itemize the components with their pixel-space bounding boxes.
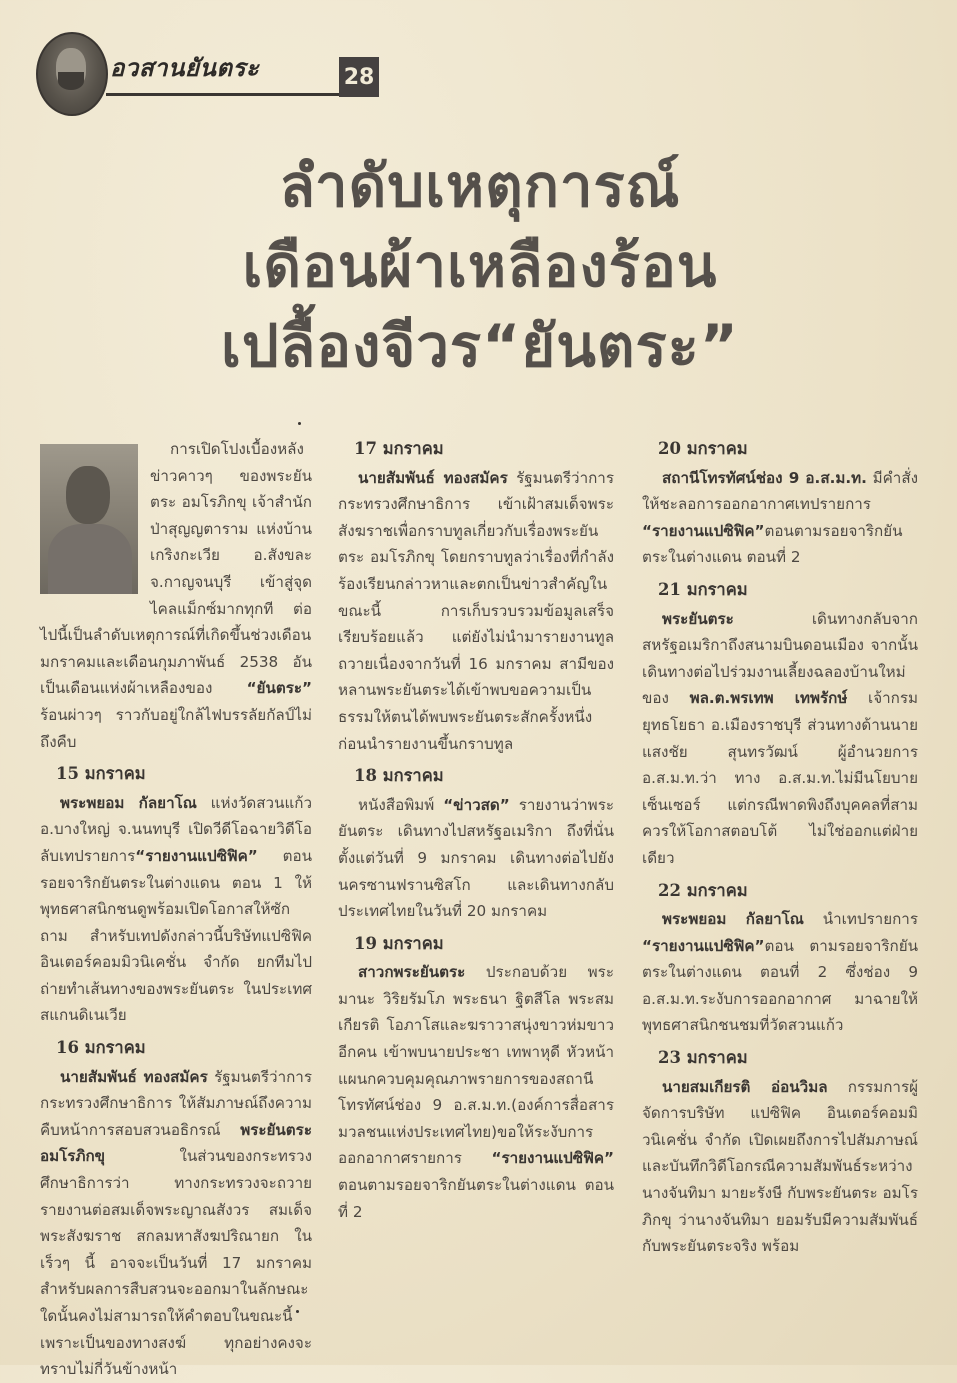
- section-title: อวสานยันตระ: [110, 54, 260, 82]
- headline-line-3: เปลื้องจีวร“ยันตระ”: [221, 312, 739, 380]
- entry-date: 17 มกราคม: [354, 439, 444, 458]
- ornament-dot: [298, 422, 301, 425]
- entry-text: พระยันตระ เดินทางกลับจากสหรัฐอเมริกาถึงสนามบินดอนเมือง จากนั้นเดินทางต่อไปร่วมงานเลี้ยงฉลองบ้านใหม่ของ พล.ต.พรเทพ เทพรักษ์ เจ้ากรมยุทธโยธา อ.เมืองราชบุรี ส่วนทางด้านนายแสงชัย สุนทรวัฒน์ ผู้อำนวยการ อ.ส.ม.ท.ว่า ทาง อ.ส.ม.ท.ไม่มีนโยบายเซ็นเซอร์ แต่กรณีพาดพิงถึงบุคคลที่สามควรให้โอกาสตอบโต้ ไม่ใช่ออกแต่ฝ่ายเดียว: [642, 609, 919, 867]
- page-number: 28: [339, 57, 379, 97]
- entry-date: 19 มกราคม: [354, 933, 444, 953]
- entry-date: 18 มกราคม: [354, 766, 444, 786]
- entry-text: นายสัมพันธ์ ทองสมัคร รัฐมนตรีว่าการกระทรวงศึกษาธิการ เข้าเฝ้าสมเด็จพระสังฆราชเพื่อกราบทูลเกี่ยวกับเรื่องพระยันตระ อมโรภิกขุ โดยกราบทูลว่าเรื่องที่กำลังร้องเรียนกล่าวหาและตกเป็นข่าวสำคัญในขณะนี้ การเก็บรวบรวมข้อมูลเสร็จเรียบร้อยแล้ว แต่ยังไม่นำมารายงานทูลถวายเนื่องจากวันที่ 16 มกราคม สามีของหลานพระยันตระได้เข้าพบขอความเป็นธรรมให้ตนได้พบพระยันตระสักครั้งหนึ่งก่อนนำรายงานขึ้นกราบทูล: [338, 468, 614, 753]
- entry-date: 20 มกราคม: [658, 439, 748, 458]
- entry-text: นายสัมพันธ์ ทองสมัคร รัฐมนตรีว่าการกระทรวงศึกษาธิการ ให้สัมภาษณ์ถึงความคืบหน้าการสอบสวนอธิกรณ์ พระยันตระ อมโรภิกขุ ในส่วนของกระทรวงศึกษาธิการว่า ทางกระทรวงจะถวายรายงานต่อสมเด็จพระญาณสังวร สมเด็จพระสังฆราช สกลมหาสังฆปริณายก ในเร็วๆ นี้ อาจจะเป็นวันที่ 17 มกราคม สำหรับผลการสืบสวนจะออกมาในลักษณะใดนั้นคงไม่สามารถให้คำตอบในขณะนี้เพราะเป็นของทางสงฆ์ ทุกอย่างคงจะทราบไม่กี่วันข้างหน้า: [40, 1067, 312, 1379]
- ornament-dot: [296, 1310, 299, 1313]
- entry-text: พระพยอม กัลยาโณ นำเทปรายการ “รายงานแปซิฟิค”ตอน ตามรอยจาริกยันตระในต่างแดน ตอนที่ 2 ซึ่งช่อง 9 อ.ส.ม.ท.ระงับการออกอากาศ มาฉายให้พุทธศาสนิกชนชมที่วัดสวนแก้ว: [642, 910, 918, 1035]
- entry-date: 22 มกราคม: [658, 880, 748, 900]
- headline: [200, 146, 760, 386]
- article-column-1: [40, 436, 312, 1383]
- monk-photo: [40, 444, 138, 594]
- entry-text: สถานีโทรทัศน์ช่อง 9 อ.ส.ม.ท. มีคำสั่งให้ชะลอการออกอากาศเทปรายการ “รายงานแปซิฟิค”ตอนตามรอยจาริกยันตระในต่างแดน ตอนที่ 2: [642, 468, 919, 567]
- page-header: [36, 30, 375, 120]
- article-column-2: [338, 436, 614, 1225]
- intro-paragraph: การเปิดโปงเบื้องหลังข่าวคาวๆ ของพระยันตระ อมโรภิกขุ เจ้าสำนักป่าสุญญตาราม แห่งบ้านเกริงกะเวีย อ.สังขละ จ.กาญจนบุรี เข้าสู่จุดไคลแม็กซ์มากทุกที ต่อไปนี้เป็นลำดับเหตุการณ์ที่เกิดขึ้นช่วงเดือนมกราคมและเดือนกุมภาพันธ์ 2538 อันเป็นเดือนแห่งผ้าเหลืองของ “ยันตระ” ร้อนผ่าวๆ ราวกับอยู่ใกล้ไฟบรรลัยกัลป์ไม่ถึงคืบ: [40, 440, 312, 751]
- entry-date: 23 มกราคม: [658, 1048, 748, 1068]
- entry-text: พระพยอม กัลยาโณ แห่งวัดสวนแก้ว อ.บางใหญ่ จ.นนทบุรี เปิดวีดีโอฉายวิดีโอลับเทปรายการ“รายงานแปซิฟิค” ตอนรอยจาริกยันตระในต่างแดน ตอน 1 ให้พุทธศาสนิกชนดูพร้อมเปิดโอกาสให้ซักถาม สำหรับเทปดังกล่าวนี้บริษัทแปซิฟิค อินเตอร์คอมมิวนิเคชั่น จำกัด ยกทีมไปถ่ายทำเส้นทางของพระยันตระ ในประเทศสแกนดิเนเวีย: [40, 793, 312, 1025]
- entry-date: 15 มกราคม: [56, 764, 146, 784]
- entry-text: หนังสือพิมพ์ “ข่าวสด” รายงานว่าพระยันตระ เดินทางไปสหรัฐอเมริกา ถึงที่นั่นตั้งแต่วันที่ 9 มกราคม เดินทางต่อไปยังนครซานฟรานซิสโก และเดินทางกลับประเทศไทยในวันที่ 20 มกราคม: [338, 795, 615, 921]
- headline-line-2: เดือนผ้าเหลืองร้อน: [242, 232, 718, 300]
- headline-line-1: ลำดับเหตุการณ์: [279, 152, 681, 220]
- article-column-3: [642, 436, 918, 1260]
- entry-date: 21 มกราคม: [658, 579, 748, 599]
- title-underline: [106, 93, 342, 96]
- entry-date: 16 มกราคม: [56, 1038, 146, 1058]
- entry-text: นายสมเกียรติ อ่อนวิมล กรรมการผู้จัดการบริษัท แปซิฟิค อินเตอร์คอมมิวนิเคชั่น จำกัด เปิดเผยถึงการไปสัมภาษณ์และบันทึกวิดีโอกรณีความสัมพันธ์ระหว่างนางจันทิมา มายะรังษี กับพระยันตระ อมโรภิกขุ ว่านางจันทิมา ยอมรับมีความสัมพันธ์กับพระยันตระจริง พร้อม: [642, 1077, 918, 1256]
- entry-text: สาวกพระยันตระ ประกอบด้วย พระมานะ วิริยรัมโภ พระธนา ฐิตสีโล พระสมเกียรติ โอภาโสและฆราวาสนุ่งขาวห่มขาวอีกคน เข้าพบนายประชา เทพาหุดี หัวหน้าแผนกควบคุมคุณภาพรายการของสถานีโทรทัศน์ช่อง 9 อ.ส.ม.ท.(องค์การสื่อสารมวลชนแห่งประเทศไทย)ขอให้ระงับการออกอากาศรายการ “รายงานแปซิฟิค” ตอนตามรอยจาริกยันตระในต่างแดน ตอนที่ 2: [338, 963, 614, 1221]
- author-portrait-image: [36, 32, 108, 116]
